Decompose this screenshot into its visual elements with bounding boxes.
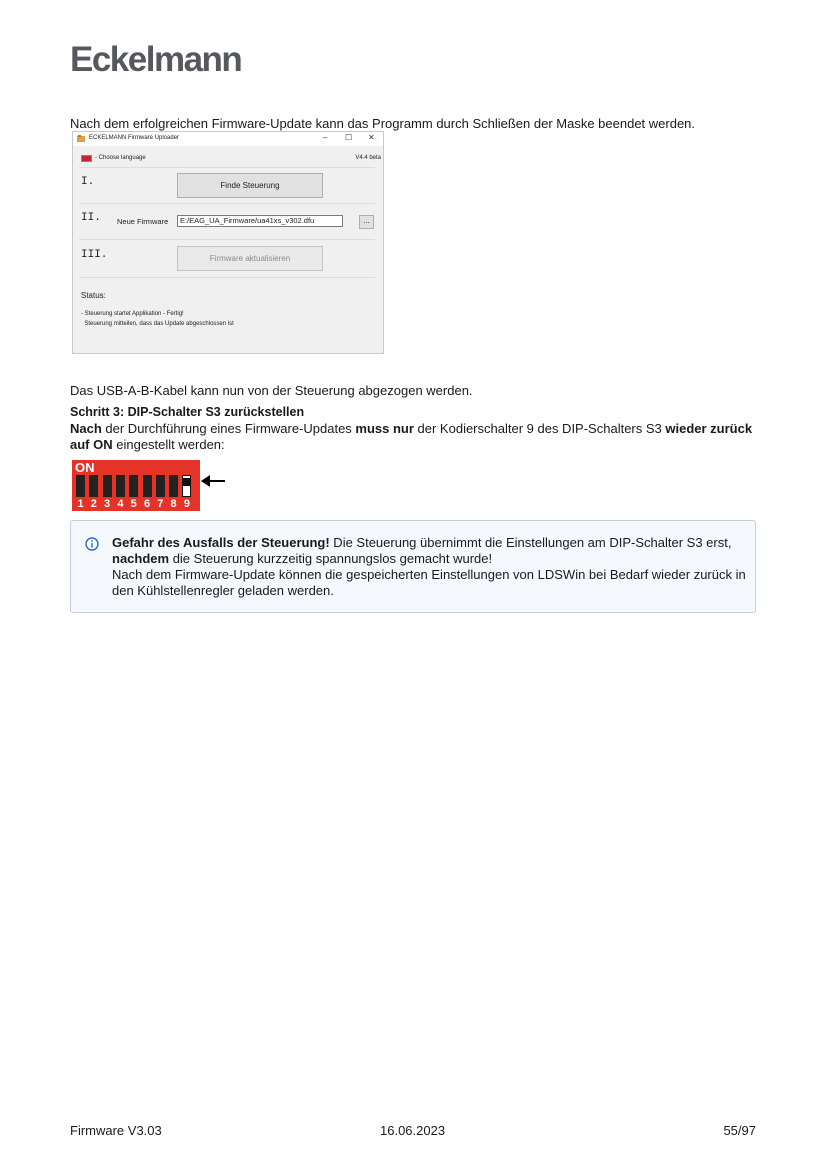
dip-number-1: 1 — [77, 498, 84, 510]
paragraph-text: der Durchführung eines Firmware-Updates — [101, 421, 356, 436]
bold-text: nachdem — [112, 551, 170, 566]
footer-page-number: 55/97 — [723, 1123, 756, 1138]
footer-date: 16.06.2023 — [380, 1123, 446, 1138]
dip-switch-8 — [169, 475, 178, 497]
dip-switch-knob — [183, 478, 190, 486]
dip-switch-3 — [103, 475, 112, 497]
close-button[interactable]: ✕ — [368, 133, 375, 142]
status-log: - Steuerung startet Applikation - Fertig! Steuerung mitteilen, dass das Update abgeschlossen ist — [81, 311, 234, 327]
dip-number-4: 4 — [117, 498, 124, 510]
browse-button[interactable]: ... — [359, 215, 374, 229]
dip-number-3: 3 — [104, 498, 111, 510]
dip-number-5: 5 — [130, 498, 137, 510]
dip-switch-7 — [156, 475, 165, 497]
dip-switch-6 — [143, 475, 152, 497]
firmware-path-input[interactable]: E:/EAG_UA_Firmware/ua41xs_v302.dfu — [177, 215, 343, 227]
dip-number-6: 6 — [143, 498, 151, 510]
notice-text — [112, 535, 752, 599]
bold-text: Nach — [70, 421, 102, 436]
step-1-label: I. — [81, 176, 95, 188]
update-firmware-button[interactable]: Firmware aktualisieren — [177, 246, 323, 271]
dip-number-9: 9 — [183, 498, 190, 510]
window-title-bar — [73, 132, 383, 146]
intro-paragraph: Nach dem erfolgreichen Firmware-Update kann das Programm durch Schließen der Maske beendet werden. — [70, 116, 696, 131]
warning-notice — [70, 520, 756, 613]
flag-icon[interactable] — [81, 155, 92, 162]
step-3-label: III. — [81, 249, 108, 261]
divider — [79, 167, 375, 168]
dip-switch-4 — [116, 475, 125, 497]
bold-text: wieder zurück auf ON — [70, 421, 753, 452]
dip-number-2: 2 — [90, 498, 97, 510]
version-label: V4.4 beta — [355, 155, 381, 161]
dip-number-8: 8 — [170, 498, 177, 510]
notice-sentence: die Steuerung kurzzeitig spannungslos gemacht wurde! — [169, 551, 493, 566]
bold-text: Gefahr des Ausfalls der Steuerung! — [112, 535, 330, 550]
dip-number-7: 7 — [157, 498, 164, 510]
find-controller-button[interactable]: Finde Steuerung — [177, 173, 323, 198]
dip-on-label: ON — [75, 460, 95, 475]
status-label: Status: — [81, 291, 106, 300]
step-heading: Schritt 3: DIP-Schalter S3 zurückstellen — [70, 405, 305, 419]
notice-sentence: Die Steuerung übernimmt die Einstellungen am DIP-Schalter S3 erst, — [329, 535, 732, 550]
minimize-button[interactable]: – — [323, 133, 328, 142]
paragraph-text: der Kodierschalter 9 des DIP-Schalters S3 — [413, 421, 666, 436]
maximize-button[interactable]: ☐ — [345, 133, 353, 142]
arrow-left-icon — [201, 474, 227, 488]
window-title: ECKELMANN Firmware Uploader — [89, 135, 180, 141]
dip-switch-5 — [129, 475, 138, 497]
notice-line-2: Nach dem Firmware-Update können die gespeicherten Einstellungen von LDSWin bei Bedarf wieder zurück in den Kühlstellenregler geladen werden. — [112, 567, 746, 598]
choose-language-link[interactable]: - Choose language — [95, 155, 146, 161]
cable-paragraph: Das USB-A-B-Kabel kann nun von der Steuerung abgezogen werden. — [70, 383, 473, 398]
step-paragraph — [70, 421, 760, 453]
footer-firmware-version: Firmware V3.03 — [70, 1123, 162, 1138]
dip-switch-2 — [89, 475, 98, 497]
paragraph-text: eingestellt werden: — [112, 437, 225, 452]
dip-switch-1 — [76, 475, 85, 497]
divider — [79, 203, 375, 204]
dip-switch-s3 — [72, 460, 200, 511]
info-icon — [85, 537, 99, 551]
step-2-label: II. — [81, 212, 101, 224]
bold-text: muss nur — [355, 421, 414, 436]
new-firmware-label: Neue Firmware — [117, 217, 169, 226]
eckelmann-logo: Eckelmann — [70, 40, 242, 79]
divider — [79, 239, 375, 240]
app-icon — [77, 135, 85, 142]
divider — [79, 277, 375, 278]
firmware-uploader-screenshot — [72, 131, 384, 354]
dip-switch-9 — [182, 475, 191, 497]
